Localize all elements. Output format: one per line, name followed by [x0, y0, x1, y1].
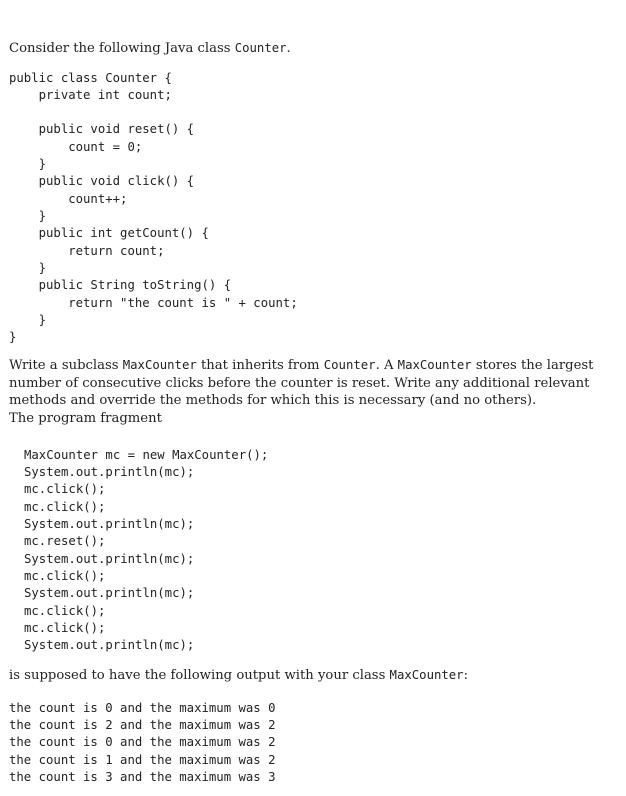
code-line: mc.click(); [24, 500, 106, 514]
output-intro-prefix: is supposed to have the following output with your class [9, 668, 390, 683]
code-line: return "the count is " + count; [9, 296, 298, 310]
code-line: System.out.println(mc); [24, 517, 195, 531]
task-class-name: Counter [323, 358, 376, 372]
intro-prefix: Consider the following Java class [9, 41, 235, 56]
code-line: count = 0; [9, 140, 143, 154]
code-line: } [9, 157, 47, 171]
code-line: count++; [9, 192, 128, 206]
code-line: public String toString() { [9, 278, 232, 292]
task-text: that inherits from [196, 358, 324, 373]
output-intro-suffix: : [463, 668, 469, 683]
code-line: mc.click(); [24, 482, 106, 496]
output-line: the count is 0 and the maximum was 2 [9, 735, 276, 749]
output-line: the count is 0 and the maximum was 0 [9, 701, 276, 715]
task-text: The program fragment [9, 410, 162, 426]
output-line: the count is 3 and the maximum was 3 [9, 770, 276, 784]
code-line: mc.click(); [24, 621, 106, 635]
code-line: } [9, 330, 17, 344]
code-line: } [9, 313, 47, 327]
code-line: MaxCounter mc = new MaxCounter(); [24, 448, 269, 462]
task-class-name: MaxCounter [122, 358, 197, 372]
code-line: public void reset() { [9, 122, 195, 136]
code-line: System.out.println(mc); [24, 552, 195, 566]
task-text: stores the largest number of consecutive clicks before the counter is reset. Write any additional relevant methods and override the methods for which this is necessary (and no others). [9, 358, 594, 408]
code-line: mc.reset(); [24, 534, 106, 548]
code-line: } [9, 209, 47, 223]
output-intro-class-name: MaxCounter [389, 668, 464, 682]
intro-class-name: Counter [234, 41, 287, 55]
task-text: Write a subclass [9, 358, 123, 373]
output-line: the count is 1 and the maximum was 2 [9, 753, 276, 767]
code-line: private int count; [9, 88, 172, 102]
intro-text [9, 40, 291, 57]
output-intro-text [9, 667, 468, 684]
code-line: public void click() { [9, 174, 195, 188]
code-line: mc.click(); [24, 604, 106, 618]
task-text: . A [375, 358, 398, 373]
code-line: System.out.println(mc); [24, 638, 195, 652]
task-class-name: MaxCounter [397, 358, 472, 372]
code-line: return count; [9, 244, 165, 258]
output-line: the count is 2 and the maximum was 2 [9, 718, 276, 732]
intro-suffix: . [286, 41, 291, 56]
code-line: public int getCount() { [9, 226, 209, 240]
code-line: mc.click(); [24, 569, 106, 583]
code-line: public class Counter { [9, 71, 172, 85]
code-line: } [9, 261, 47, 275]
code-line: System.out.println(mc); [24, 465, 195, 479]
task-paragraph [9, 357, 609, 427]
code-line: System.out.println(mc); [24, 586, 195, 600]
